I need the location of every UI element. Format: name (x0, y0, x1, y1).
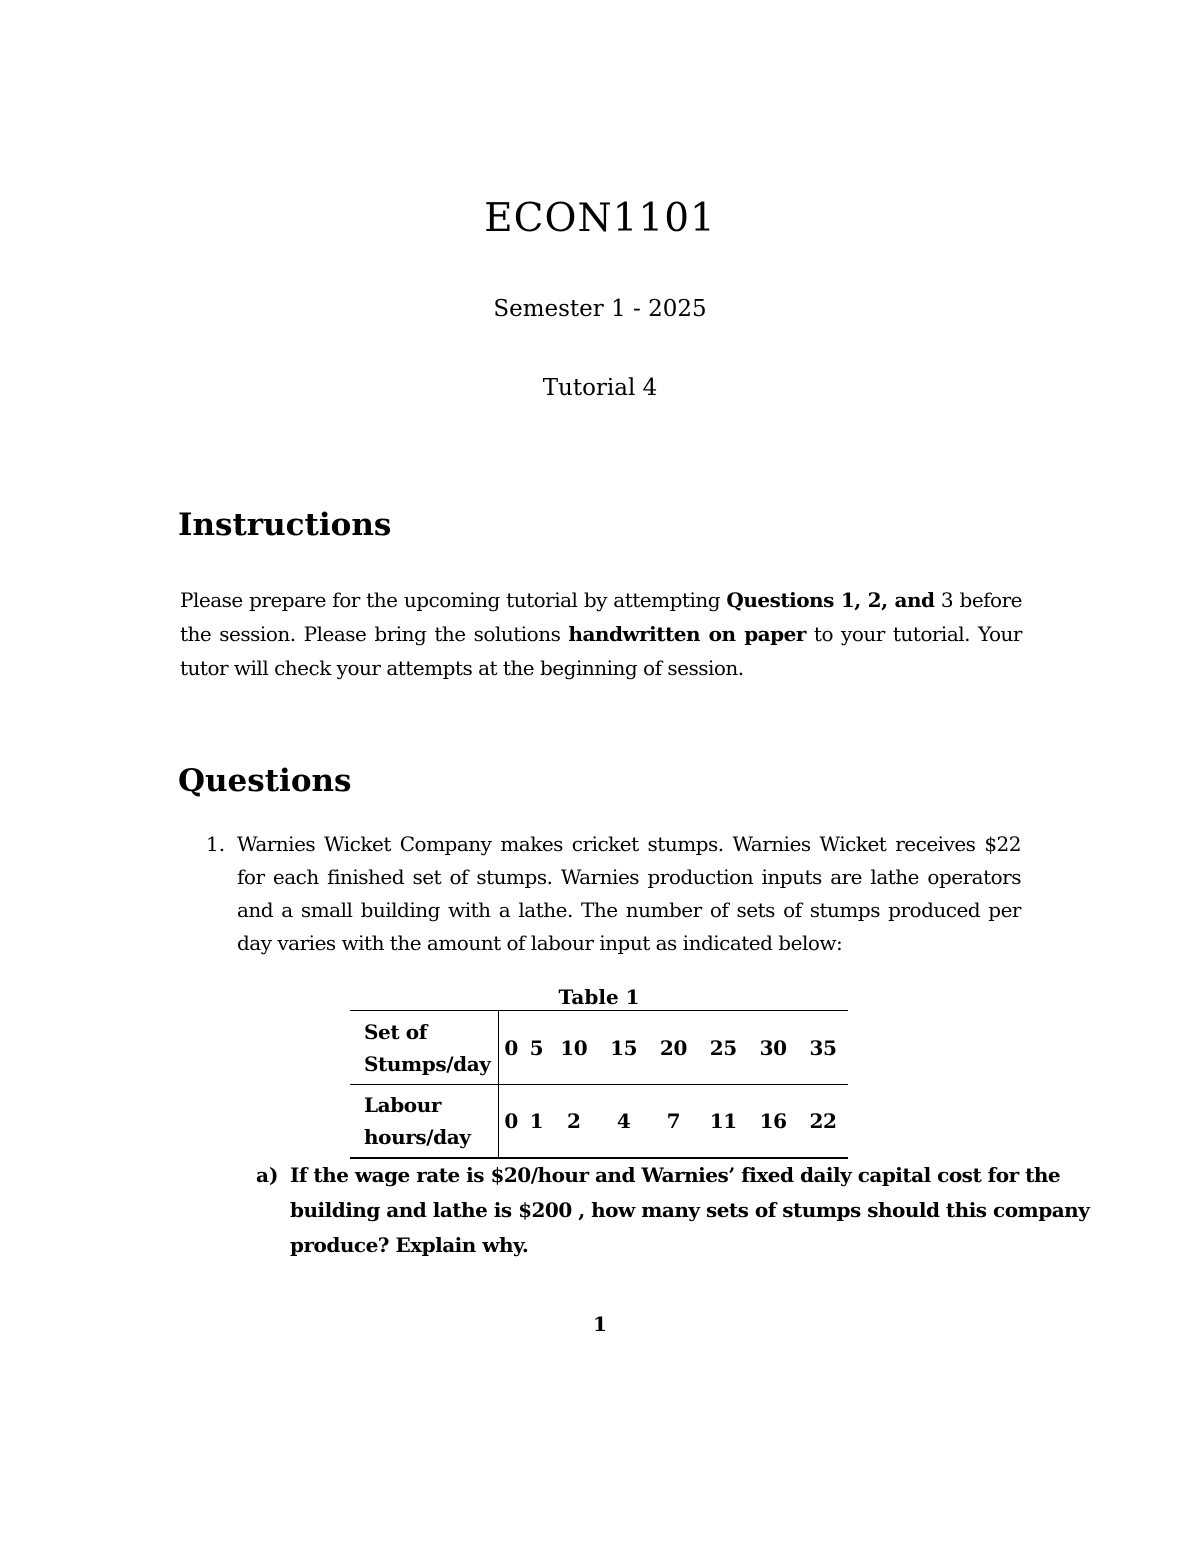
instructions-emphasis-handwritten: handwritten on paper (568, 622, 806, 646)
table-row-labour (350, 1085, 848, 1159)
stumps-cell: 10 (549, 1011, 599, 1085)
part-a-line-2: building and lathe is $200 , how many sets of stumps should this company (290, 1198, 1090, 1222)
instructions-text: to your tutorial. Your (805, 622, 1022, 646)
labour-cell: 16 (748, 1085, 798, 1159)
row-header-text: Stumps/day (364, 1051, 491, 1076)
instructions-line-3: tutor will check your attempts at the beginning of session. (180, 656, 744, 680)
labour-cell: 4 (599, 1085, 649, 1159)
table-row-stumps (350, 1011, 848, 1085)
instructions-text: 3 before (934, 588, 1022, 612)
stumps-cell: 20 (649, 1011, 699, 1085)
question-1-number: 1. (206, 832, 226, 856)
question-1-line-4: day varies with the amount of labour input as indicated below: (237, 931, 843, 955)
instructions-heading: Instructions (178, 507, 392, 543)
page-number: 1 (593, 1312, 607, 1336)
labour-cell: 11 (698, 1085, 748, 1159)
semester-label: Semester 1 - 2025 (493, 296, 707, 322)
stumps-cell: 5 (524, 1011, 549, 1085)
part-a-line-3: produce? Explain why. (290, 1233, 529, 1257)
question-1-line-1: Warnies Wicket Company makes cricket stumps. Warnies Wicket receives $22 (237, 832, 1021, 856)
instructions-emphasis-questions: Questions 1, 2, and (726, 588, 935, 612)
row-header-text: Set of (364, 1019, 427, 1044)
row-header-text: hours/day (364, 1125, 471, 1149)
question-1-line-3: and a small building with a lathe. The number of sets of stumps produced per (237, 898, 1021, 922)
row-header-labour (350, 1085, 498, 1159)
instructions-line-2 (180, 617, 1022, 651)
labour-cell: 0 (498, 1085, 524, 1159)
table-caption: Table 1 (558, 985, 640, 1009)
question-1-line-2: for each finished set of stumps. Warnies production inputs are lathe operators (237, 865, 1021, 889)
questions-heading: Questions (178, 763, 352, 799)
labour-cell: 22 (798, 1085, 848, 1159)
instructions-text: the session. Please bring the solutions (180, 622, 569, 646)
tutorial-label: Tutorial 4 (542, 375, 658, 401)
part-a-label: a) (256, 1163, 279, 1187)
instructions-text: Please prepare for the upcoming tutorial by attempting (180, 588, 727, 612)
row-header-stumps (350, 1011, 498, 1085)
labour-cell: 1 (524, 1085, 549, 1159)
part-a-line-1: If the wage rate is $20/hour and Warnies’ fixed daily capital cost for the (290, 1163, 1061, 1187)
production-table (350, 1010, 848, 1159)
stumps-cell: 15 (599, 1011, 649, 1085)
stumps-cell: 25 (698, 1011, 748, 1085)
labour-cell: 2 (549, 1085, 599, 1159)
stumps-cell: 35 (798, 1011, 848, 1085)
course-code-title: ECON1101 (484, 196, 716, 241)
instructions-line-1 (180, 583, 1022, 617)
stumps-cell: 30 (748, 1011, 798, 1085)
row-header-text: Labour (364, 1093, 442, 1117)
labour-cell: 7 (649, 1085, 699, 1159)
stumps-cell: 0 (498, 1011, 524, 1085)
